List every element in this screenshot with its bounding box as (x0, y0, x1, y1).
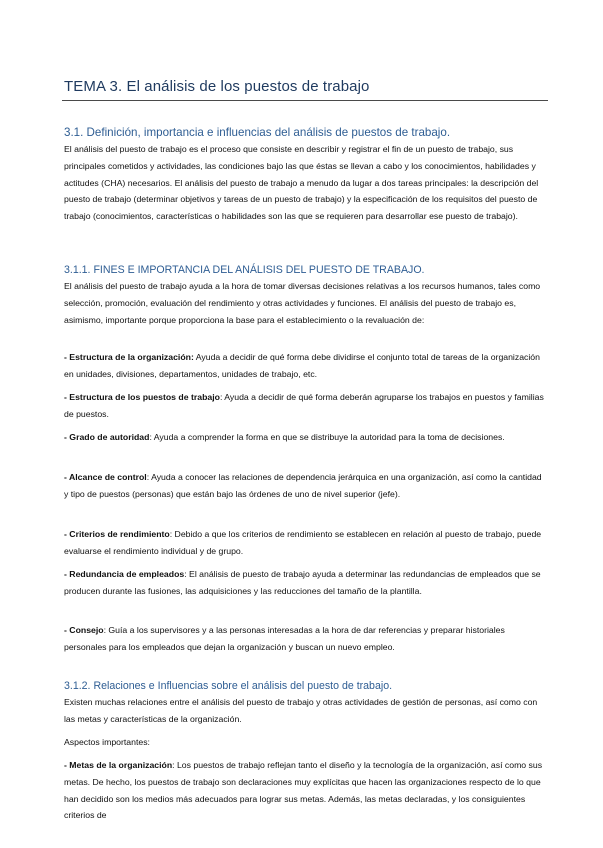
list-item-text: : Ayuda a comprender la forma en que se distribuye la autoridad para la toma de decisiones. (149, 432, 505, 442)
title-underline (62, 100, 548, 101)
list-item-text: : El análisis de puesto de trabajo ayuda a determinar las redundancias de empleados que se producen durante las fusiones, las adquisiciones y las reducciones del tamaño de la plantilla. (64, 569, 541, 596)
list-item-text: Ayuda a decidir de qué forma debe dividirse el conjunto total de tareas de la organización en unidades, divisiones, departamentos, unidades de trabajo, etc. (64, 352, 540, 379)
list-item-term: - Criterios de rendimiento (64, 529, 170, 539)
list-item-term: - Alcance de control (64, 472, 147, 482)
list-item-term: - Metas de la organización (64, 760, 173, 770)
list-item (64, 526, 546, 560)
list-item-term: - Estructura de la organización: (64, 352, 194, 362)
list-item-term: - Estructura de los puestos de trabajo (64, 392, 220, 402)
list-item-term: - Grado de autoridad (64, 432, 150, 442)
list-item-term: - Redundancia de empleados (64, 569, 185, 579)
page-title: TEMA 3. El análisis de los puestos de trabajo (64, 78, 370, 95)
section-heading-3-1-1: 3.1.1. FINES E IMPORTANCIA DEL ANÁLISIS DEL PUESTO DE TRABAJO. (64, 264, 425, 276)
list-item (64, 566, 546, 600)
list-item (64, 757, 546, 824)
list-item-text: : Los puestos de trabajo reflejan tanto el diseño y la tecnología de la organización, así como sus metas. De hecho, los puestos de trabajo son declaraciones muy explícitas que hacen las organizaciones respecto de lo que han decidido son los medios más adecuados para lograr sus metas. Además, las metas declaradas, y los consiguientes criterios de (64, 760, 543, 821)
section-paragraph-3-1: El análisis del puesto de trabajo es el proceso que consiste en describir y registrar el fin de un puesto de trabajo, sus principales cometidos y actividades, las condiciones bajo las que éstas se llevan a cabo y los conocimientos, habilidades y actitudes (CHA) necesarios. El análisis del puesto de trabajo a menudo da lugar a dos tareas principales: la descripción del puesto de trabajo (determinar objetivos y tareas de un puesto de trabajo) y la especificación de los requisitos del puesto de trabajo (conocimientos, características o habilidades son las que se requieren para desarrollar ese puesto de trabajo). (64, 144, 539, 222)
list-item (64, 469, 546, 503)
list-item (64, 622, 546, 656)
list-item-text: : Ayuda a conocer las relaciones de dependencia jerárquica en una organización, así como la cantidad y tipo de puestos (personas) que están bajo las órdenes de uno de nivel superior (jefe). (64, 472, 542, 499)
list-item-text: : Debido a que los criterios de rendimiento se establecen en relación al puesto de trabajo, puede evaluarse el rendimiento individual y de grupo. (64, 529, 542, 556)
section-heading-3-1-2: 3.1.2. Relaciones e Influencias sobre el análisis del puesto de trabajo. (64, 680, 393, 692)
list-item-term: - Consejo (64, 625, 104, 635)
aspects-label: Aspectos importantes: (64, 737, 150, 747)
list-item-text: : Guía a los supervisores y a las personas interesadas a la hora de dar referencias y preparar historiales personales para los empleados que dejan la organización y buscan un nuevo empleo. (64, 625, 505, 652)
list-item-text: : Ayuda a decidir de qué forma deberán agruparse los trabajos en puestos y familias de puestos. (64, 392, 544, 419)
section-paragraph-3-1-2: Existen muchas relaciones entre el análisis del puesto de trabajo y otras actividades de gestión de personas, así como con las metas y características de la organización. (64, 697, 538, 724)
list-item (64, 389, 546, 423)
list-item (64, 429, 546, 446)
section-heading-3-1: 3.1. Definición, importancia e influencias del análisis de puestos de trabajo. (64, 126, 451, 139)
section-intro-3-1-1: El análisis del puesto de trabajo ayuda a la hora de tomar diversas decisiones relativas a los recursos humanos, tales como selección, promoción, evaluación del rendimiento y otras actividades y funciones. El análisis del puesto de trabajo es, asimismo, importante porque proporciona la base para el establecimiento o la revaluación de: (64, 281, 541, 325)
list-item (64, 349, 546, 383)
